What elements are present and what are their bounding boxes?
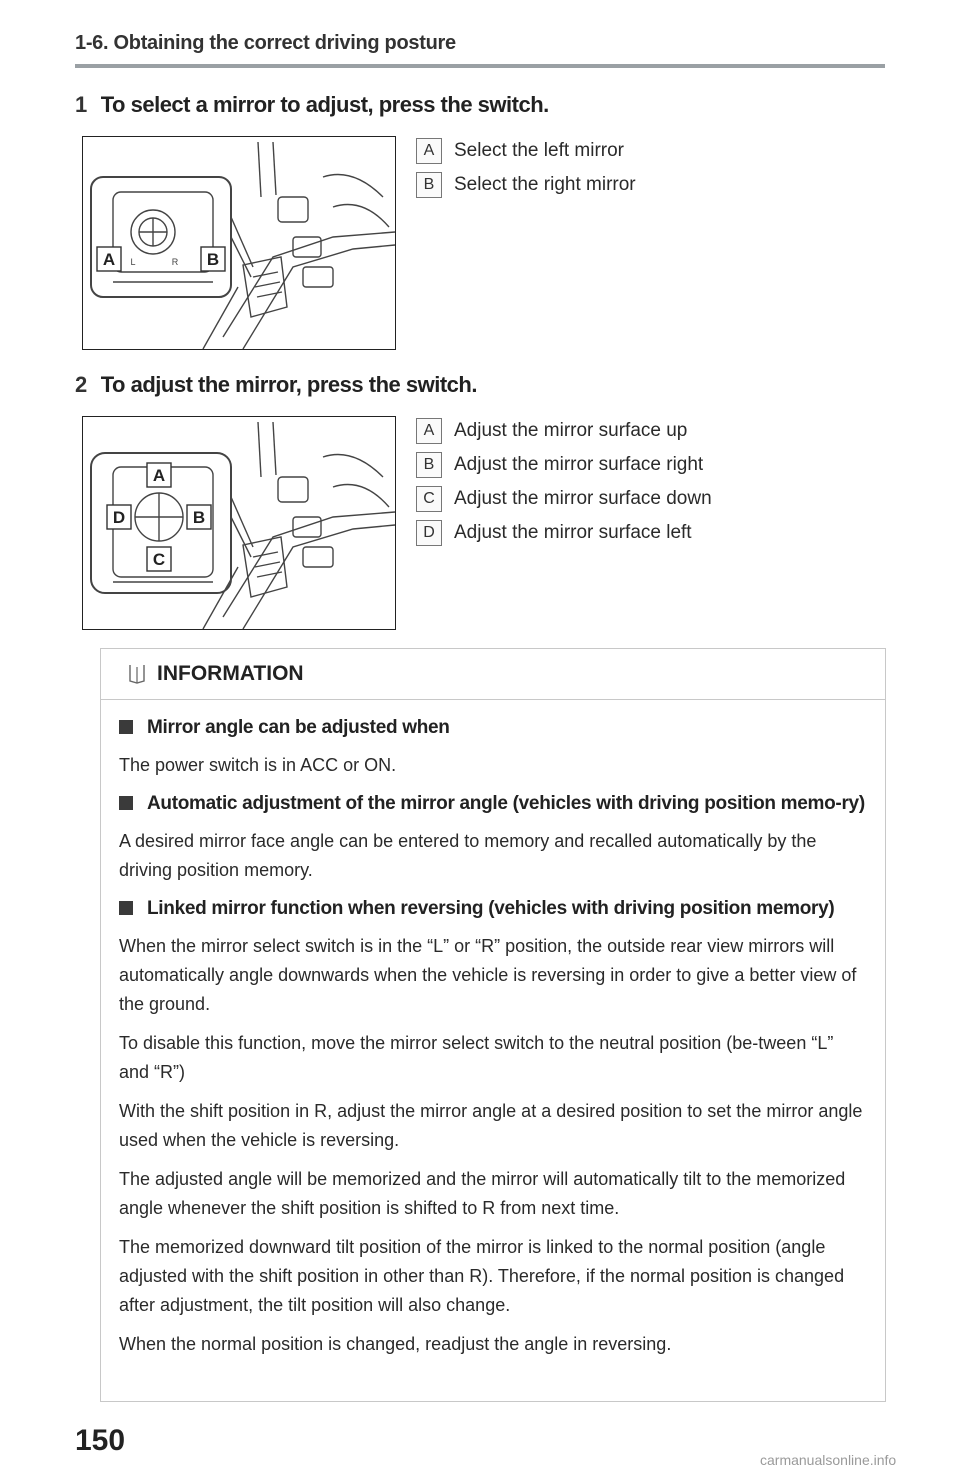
step-number: 1 (75, 92, 87, 117)
book-icon (127, 663, 147, 685)
step-text: To select a mirror to adjust, press the switch. (100, 92, 549, 117)
information-body (101, 700, 885, 1359)
legend-badge: B (416, 172, 442, 198)
legend-item (416, 448, 712, 482)
info-subheading-text: Linked mirror function when reversing (vehicles with driving position memory) (147, 898, 835, 919)
mirror-select-switch-figure (82, 136, 396, 350)
legend-text: Adjust the mirror surface down (454, 488, 712, 509)
info-subheading-text: Automatic adjustment of the mirror angle (vehicles with driving position memo-ry) (147, 793, 865, 814)
square-bullet-icon (119, 901, 133, 915)
legend-item (416, 134, 636, 168)
info-paragraph: When the mirror select switch is in the “L” or “R” position, the outside rear view mirrors will automatically angle downwards when the vehicle is reversing in order to give a better view of the ground. (119, 936, 857, 1014)
figure-label-l: L (130, 257, 136, 267)
square-bullet-icon (119, 720, 133, 734)
information-box (100, 648, 886, 1402)
figure-label-a: A (102, 250, 116, 269)
figure-label-b: B (206, 250, 220, 269)
info-paragraph: To disable this function, move the mirror select switch to the neutral position (be-tween “L” and “R”) (119, 1033, 834, 1082)
mirror-adjust-switch-figure (82, 416, 396, 630)
legend-badge: A (416, 418, 442, 444)
legend-badge: B (416, 452, 442, 478)
figure-label-r: R (171, 257, 179, 267)
step-number: 2 (75, 372, 87, 397)
info-subheading-text: Mirror angle can be adjusted when (147, 717, 450, 738)
header-rule (75, 64, 885, 68)
legend-item (416, 414, 712, 448)
legend-item (416, 168, 636, 202)
legend-item (416, 482, 712, 516)
info-paragraph: With the shift position in R, adjust the mirror angle at a desired position to set the mirror angle used when the vehicle is reversing. (119, 1101, 863, 1150)
legend-badge: A (416, 138, 442, 164)
information-header (101, 649, 885, 700)
legend-badge: D (416, 520, 442, 546)
legend-text: Adjust the mirror surface left (454, 522, 692, 543)
figure-label-c: C (152, 550, 166, 569)
figure-label-b: B (192, 508, 206, 527)
info-subheading (119, 895, 867, 922)
legend-badge: C (416, 486, 442, 512)
legend-item (416, 516, 712, 550)
info-subheading (119, 714, 867, 741)
watermark: carmanualsonline.info (760, 1452, 897, 1468)
info-paragraph: The power switch is in ACC or ON. (119, 755, 397, 775)
info-paragraph: A desired mirror face angle can be entered to memory and recalled automatically by the driving position memory. (119, 831, 817, 880)
info-paragraph: The memorized downward tilt position of the mirror is linked to the normal position (angle adjusted with the shift position in other than R). Therefore, if the normal position is changed after adjustment, the tilt position will also change. (119, 1237, 845, 1315)
info-subheading (119, 790, 867, 817)
legend-text: Select the right mirror (454, 174, 636, 195)
square-bullet-icon (119, 796, 133, 810)
information-title: INFORMATION (157, 662, 304, 685)
step-text: To adjust the mirror, press the switch. (100, 372, 477, 397)
step-2-legend (416, 414, 712, 550)
mirror-adjust-illustration (83, 417, 395, 629)
page-number: 150 (75, 1424, 126, 1457)
legend-text: Select the left mirror (454, 140, 624, 161)
legend-text: Adjust the mirror surface right (454, 454, 704, 475)
step-2 (75, 372, 477, 398)
figure-label-a: A (152, 466, 166, 485)
info-paragraph: The adjusted angle will be memorized and the mirror will automatically tilt to the memorized angle whenever the shift position is shifted to R from next time. (119, 1169, 846, 1218)
figure-label-d: D (112, 508, 126, 527)
info-paragraph: When the normal position is changed, readjust the angle in reversing. (119, 1334, 672, 1354)
mirror-select-illustration (83, 137, 395, 349)
step-1 (75, 92, 549, 118)
legend-text: Adjust the mirror surface up (454, 420, 688, 441)
step-1-legend (416, 134, 636, 202)
section-header: 1-6. Obtaining the correct driving posture (75, 32, 456, 54)
